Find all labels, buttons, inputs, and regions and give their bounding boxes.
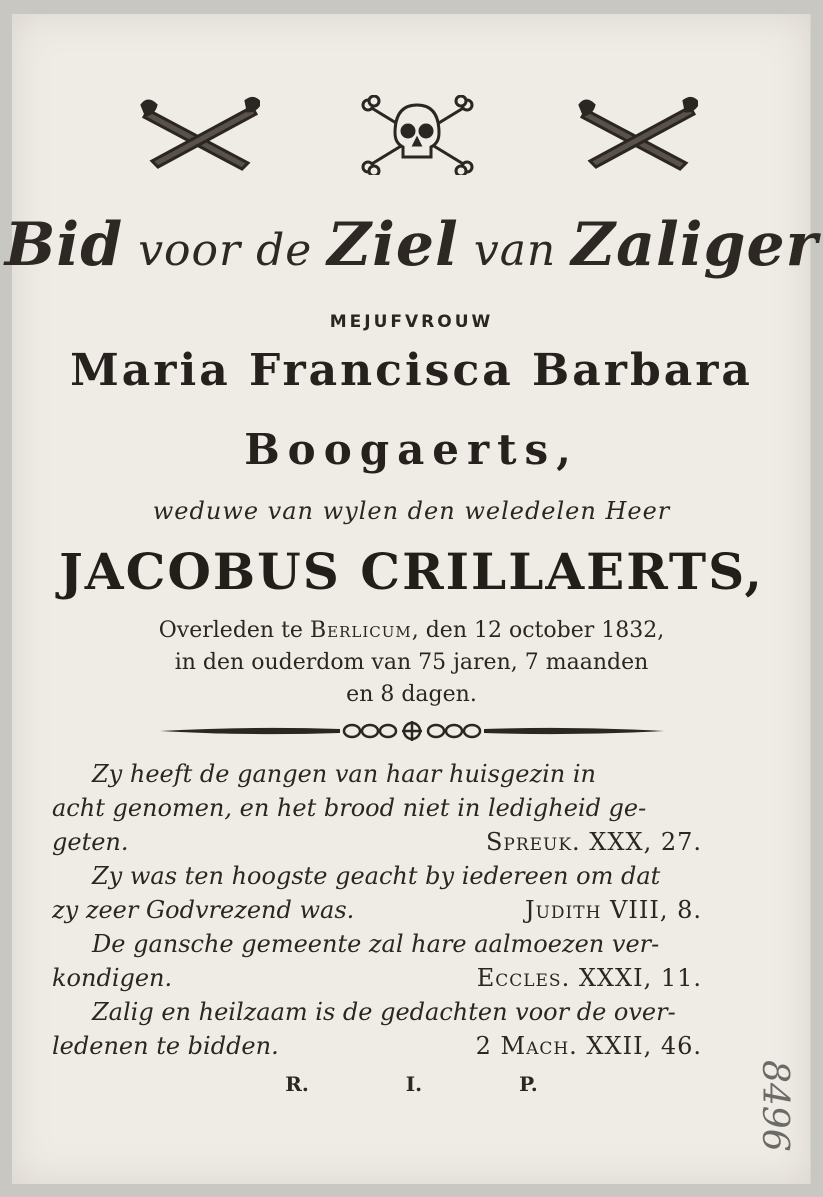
verse-reference: Judith VIII, 8.: [524, 896, 702, 924]
heading-word: van: [473, 225, 557, 276]
prayer-heading: [0, 200, 823, 290]
verse-reference: Eccles. XXXI, 11.: [476, 964, 702, 992]
emblem-row: [0, 95, 823, 185]
heading-word: voor: [138, 225, 242, 276]
verse-line: geten.: [52, 828, 129, 856]
verse-line: Zy heeft de gangen van haar huisgezin in: [92, 760, 596, 788]
death-place: Berlicum: [309, 618, 412, 643]
rip-inscription: R. I. P.: [285, 1072, 538, 1096]
heading-word: Ziel: [327, 210, 459, 280]
skull-crossbones-icon: [360, 95, 475, 175]
death-details: [0, 615, 823, 711]
widow-line: weduwe van wylen den weledelen Heer: [152, 497, 671, 525]
verse: [52, 927, 772, 995]
verse-line: Zalig en heilzaam is de gedachten voor de over-: [92, 998, 676, 1026]
crossed-torches-icon: [578, 95, 698, 175]
scripture-verses: [52, 757, 772, 1063]
verse-reference: 2 Mach. XXII, 46.: [475, 1032, 702, 1060]
verse-line: ledenen te bidden.: [52, 1032, 279, 1060]
death-date: , den 12 october 1832,: [411, 618, 665, 643]
verse-line: kondigen.: [52, 964, 173, 992]
verse: [52, 995, 772, 1063]
death-line-2: in den ouderdom van 75 jaren, 7 maanden: [174, 650, 649, 675]
heading-word: Bid: [4, 210, 124, 280]
verse-line: acht genomen, en het brood niet in ledigheid ge-: [52, 794, 647, 822]
heading-word: de: [256, 225, 313, 276]
heading-word: Zaliger: [571, 210, 819, 280]
inventory-number: 8496: [754, 1060, 795, 1152]
deceased-name-line2: Boogaerts,: [244, 425, 579, 474]
verse-reference: Spreuk. XXX, 27.: [485, 828, 702, 856]
verse-line: Zy was ten hoogste geacht by iedereen om dat: [92, 862, 661, 890]
ornamental-divider: [160, 718, 664, 744]
death-line-1: [0, 615, 823, 647]
verse-line: zy zeer Godvrezend was.: [52, 896, 355, 924]
crossed-torches-icon: [140, 95, 260, 175]
deceased-name-line1: Maria Francisca Barbara: [70, 345, 753, 396]
husband-name: JACOBUS CRILLAERTS,: [59, 542, 764, 601]
verse-line: De gansche gemeente zal hare aalmoezen ver-: [92, 930, 660, 958]
death-text: Overleden te: [158, 618, 303, 643]
death-line-3: en 8 dagen.: [346, 682, 477, 707]
verse: [52, 757, 772, 859]
title-prefix: MEJUFVROUW: [329, 312, 494, 332]
verse: [52, 859, 772, 927]
